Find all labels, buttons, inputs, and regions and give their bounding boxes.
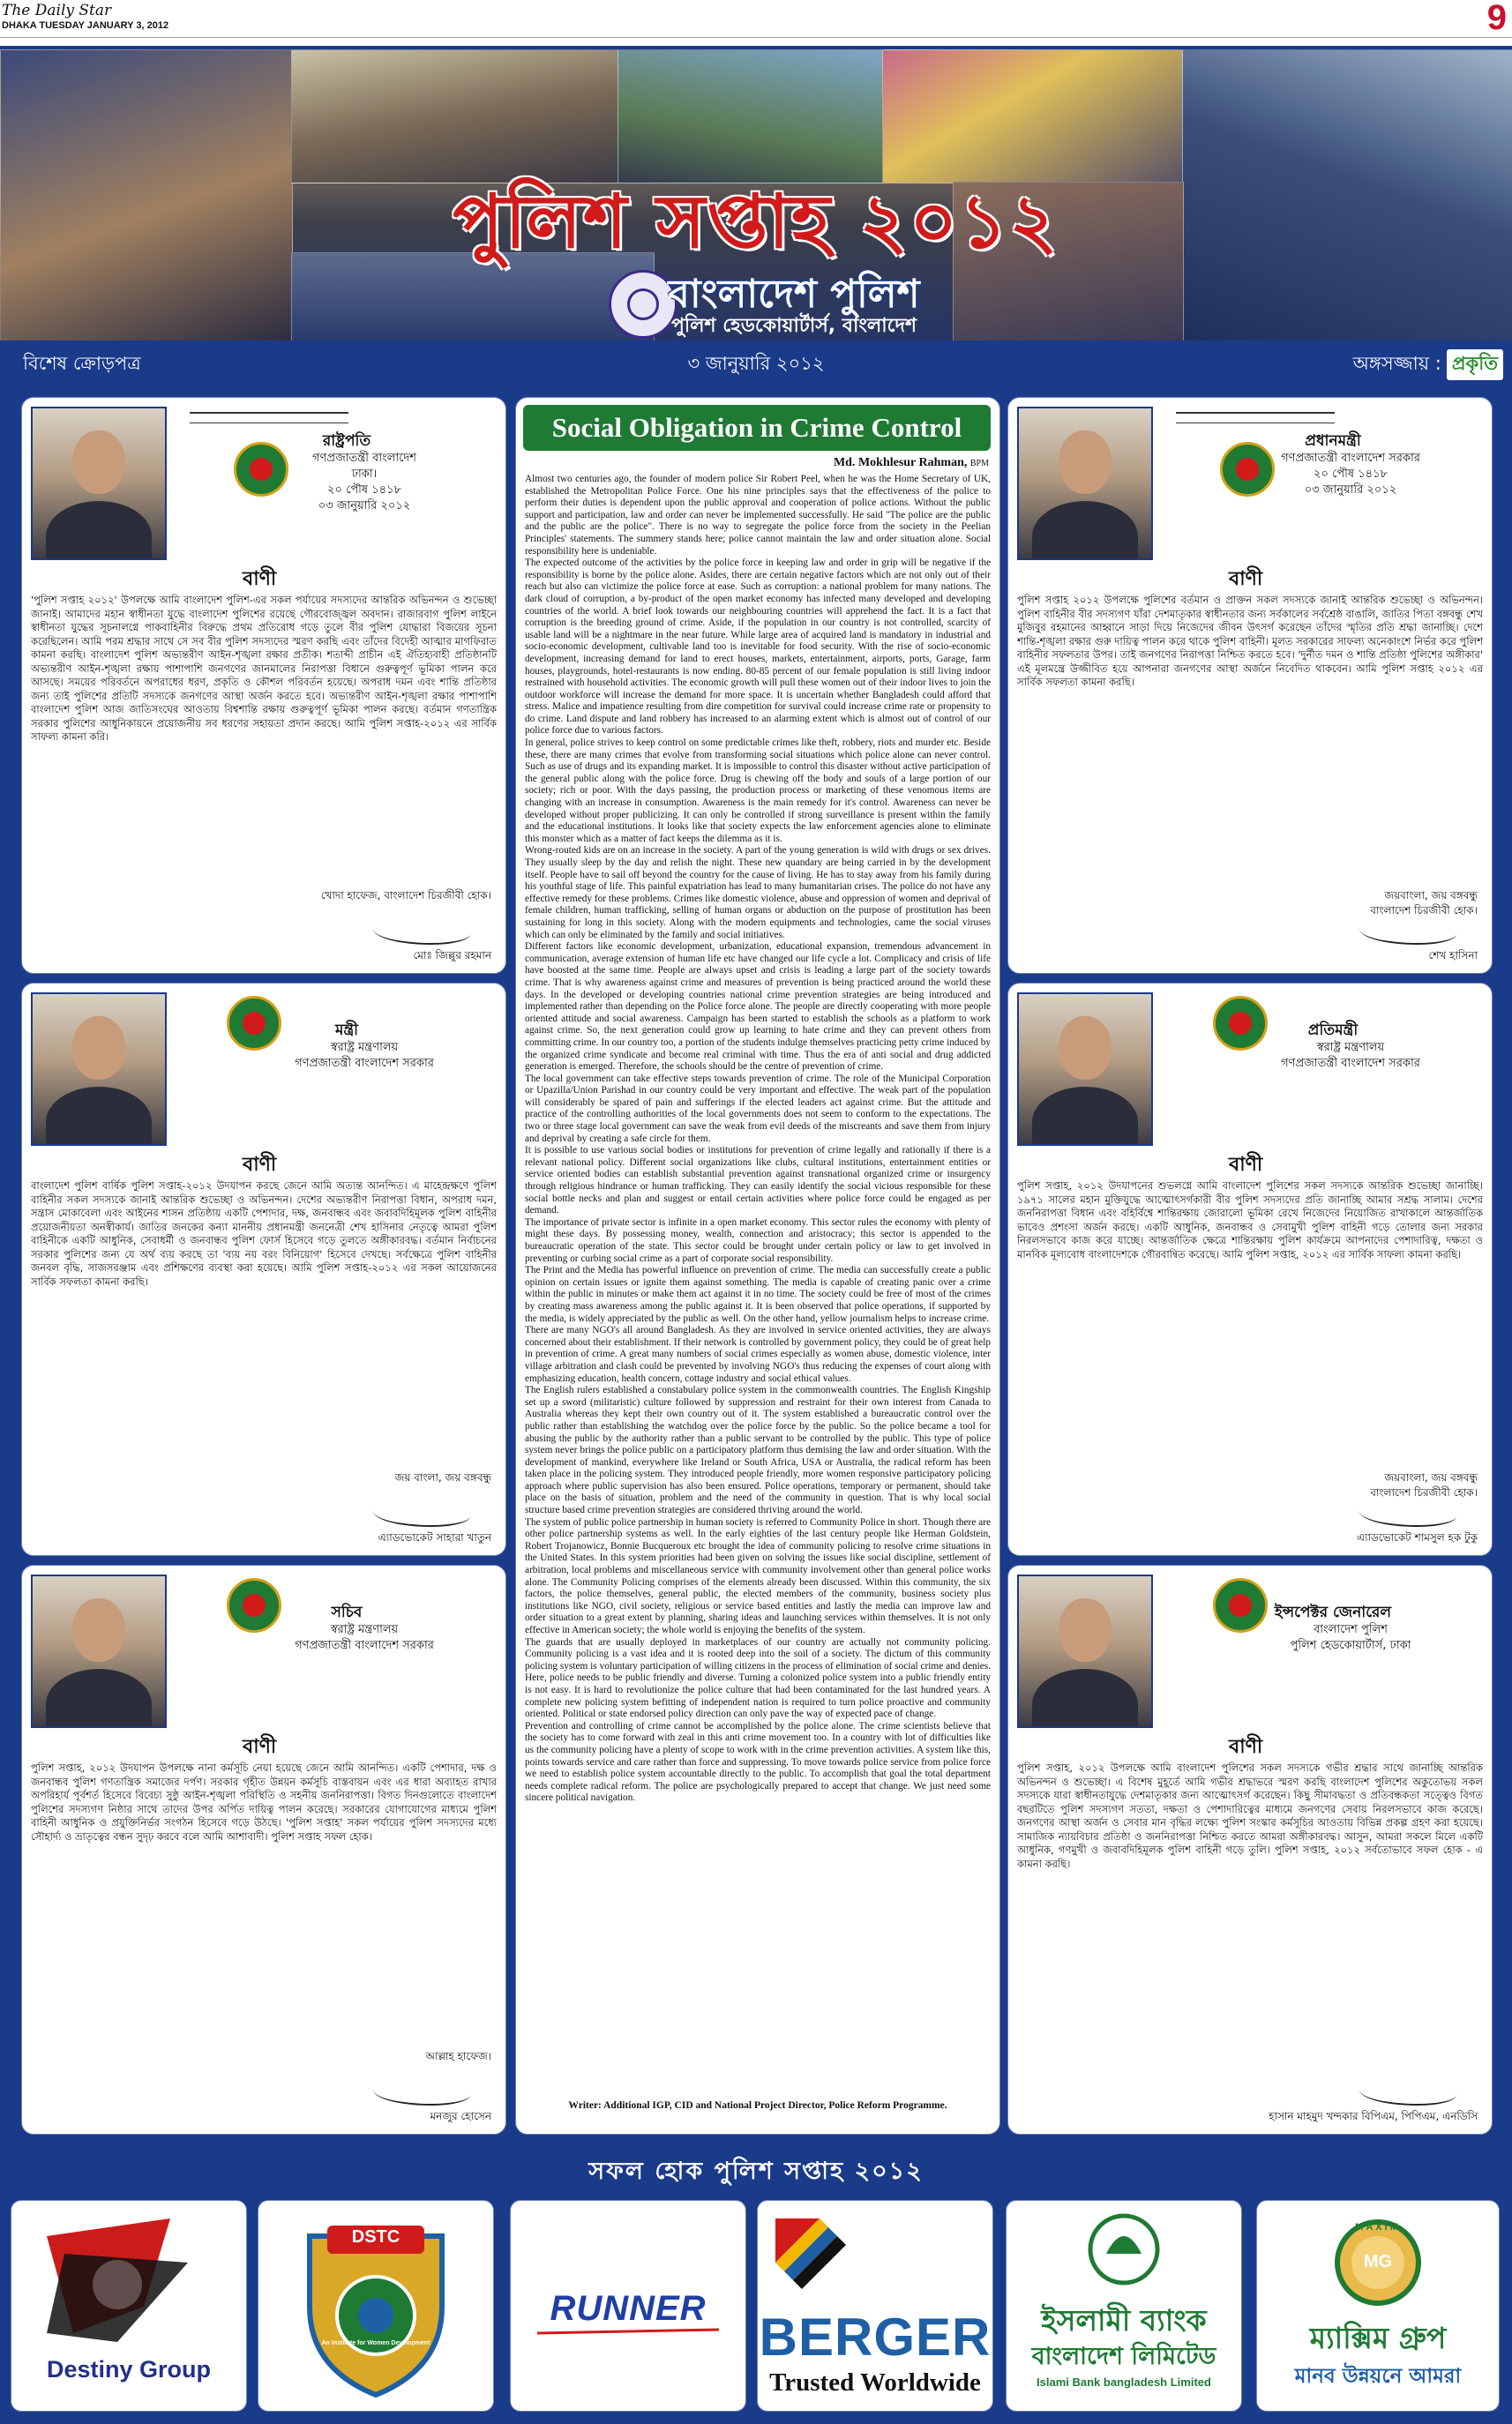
message-body: 'পুলিশ সপ্তাহ ২০১২' উপলক্ষে আমি বাংলাদেশ পুলিশ-এর সকল পর্যায়ের সদস্যদের আন্তরিক অভিনন্দন ও শুভেচ্ছা জানাই। আমাদের মহান স্বাধীনতা যুদ্ধে বাংলাদেশ পুলিশের রয়েছে গৌরবোজ্জ্বল অবদান। রাজারবাগ পুলিশ লাইনে স্বাধীনতা যুদ্ধের সূচনালগ্নে পাকবাহিনীর বিরুদ্ধে প্রথম প্রতিরোধ গড়ে তুলে বীর পুলিশ যোদ্ধারা বিজয়ের সূচনা করেছিলেন। আমি পরম শ্রদ্ধার সাথে সে সব বীর পুলিশ সদস্যদের স্মরণ করছি এবং তাঁদের বিদেহী আত্মার মাগফিরাত কামনা করছি। বাংলাদেশ পুলিশ অভ্যন্তরীণ আইন-শৃঙ্খলা রক্ষার প্রতীক। শতাব্দী প্রাচীন এই ঐতিহ্যবাহী প্রতিষ্ঠানটি অভ্যন্তরীণ আইন-শৃঙ্খলা রক্ষায় পাশাপাশি জনগণের জানমালের নিরাপত্তা বিধানে গুরুত্বপূর্ণ ভূমিকা পালন করে আসছে। সময়ের পরিবর্তনে অপরাধের ধরণ, প্রকৃতি ও কৌশল পরিবর্তন হয়েছে। অপরাধ দমন এবং শান্তি প্রতিষ্ঠার জন্য তাই পুলিশের প্রতিটি সদস্যকে জনগণের আস্থা অর্জন করতে হবে। অভ্যন্তরীণ আইন-শৃঙ্খলা রক্ষার পাশাপাশি বাংলাদেশ পুলিশ আজ জাতিসংঘের আওতায় বিশ্বশান্তি রক্ষায় গুরুত্বপূর্ণ ভূমিকা পালন করছে। বর্তমান গণতান্ত্রিক সরকার পুলিশের আধুনিকায়নে প্রয়োজনীয় সব ধরণের সহায়তা প্রদান করছে। আমি পুলিশ সপ্তাহ-২০১২ এর সার্বিক সাফল্য কামনা করি।	[31, 594, 497, 743]
banner-title: পুলিশ সপ্তাহ ২০১২	[453, 177, 1059, 265]
design-credit-label: অঙ্গসজ্জায় :	[1352, 353, 1441, 374]
official-portrait	[31, 1575, 167, 1728]
message-closing	[156, 2049, 491, 2064]
message-card	[21, 1565, 506, 2135]
signature-scribble	[373, 1500, 470, 1527]
masthead	[0, 0, 1512, 38]
design-credit	[1353, 349, 1503, 380]
sponsor-destiny-name: Destiny Group	[46, 2356, 212, 2383]
signatory-name: এ্যাডভোকেট সাহারা খাতুন	[378, 1531, 491, 1544]
signature-scribble	[1359, 2079, 1456, 2106]
header-ornament	[190, 412, 348, 423]
message-sub-line: গণপ্রজাতন্ত্রী বাংলাদেশ সরকার	[1281, 452, 1420, 465]
message-closing	[1142, 888, 1478, 918]
article-paragraph: The guards that are usually deployed in marketplaces of our country are actually not community policing. Community policing is a vast idea and it is rooted deep into the soil of a society. The dictum of this community policing system is voluntary participation of willing citizens in the process of elimination of social crime and denies. Here, police needs to be public friendly and diverse. Turning a colonized police system into a public friendly entity is not easy. It is hard to revolutionize the police culture that had been contaminated for the last hundred years. A complete new policing system befitting of independent nation is required to turn police proactive and community oriented. Political or state endorsed policy direction can only pave the way of expected pace of change.	[525, 1636, 991, 1720]
official-portrait	[31, 992, 167, 1146]
dateline: DHAKA TUESDAY JANUARY 3, 2012	[2, 20, 169, 31]
portrait-body	[1032, 1669, 1138, 1728]
sponsor-islami-bank	[1006, 2200, 1242, 2412]
message-card	[21, 983, 506, 1556]
portrait-head	[1059, 1598, 1112, 1662]
sponsor-berger	[757, 2200, 993, 2412]
message-closing-line: বাংলাদেশ চিরজীবী হোক।	[1370, 904, 1478, 916]
sponsor-maxim-initials: MG	[1363, 2252, 1393, 2271]
article-paragraph: The system of public police partnership in human society is referred to Community Police in short. Though there are other police partnership systems as well. In the early eighties of the last century people like Herman Goldstein, Robert Trojanowicz, Bonnie Bucqueroux etc brought the idea of community policing to resolve crime situations in the United States. In this system priorities had been given on solving the issues like social discipline, settlement of arbitration, local problems and miscellaneous service with community involvement other than general police works alone. The Community Policing comprises of the elements already been discussed. Within this community, the six factors, the police themselves, general public, the elected members of the community, business society plus institutions like NGO, civil society, religious or service based entities and lastly the media can improve law and order situation to a great extent by planning, sharing ideas and launching services within themselves. It is not only effective in American society; the whole world is enjoying the benefits of the system.	[525, 1516, 991, 1635]
signatory-name: এ্যাডভোকেট শামসুল হক টুকু	[1356, 1531, 1478, 1544]
message-sub-line: স্বরাষ্ট্র মন্ত্রণালয়	[330, 1041, 399, 1054]
message-sub-line: স্বরাষ্ট্র মন্ত্রণালয়	[1316, 1041, 1385, 1054]
portrait-head	[1059, 1016, 1112, 1080]
article-paragraph: Almost two centuries ago, the founder of modern police Sir Robert Peel, when he was the Home Secretary of UK, established the Metropolitan Police Force. One his nine principles says that the effectiveness of the police to perform their duties is dependent upon the public approval and cooperation of police actions. Without the public support and participation, law and order can never be implemented successfully. He said "The police are the public and the public are the police". There is no way to segregate the police force from the society in the Peelian Principles' statements. The summery stands here; police cannot maintain the law and order situation alone. Social responsibility here is undeniable.	[525, 474, 991, 557]
portrait-head	[1059, 430, 1112, 494]
message-card	[1007, 983, 1493, 1556]
message-sub	[1218, 451, 1483, 498]
sponsor-dstc	[258, 2200, 494, 2412]
signatory-name: শেখ হাসিনা	[1428, 949, 1478, 961]
runner-swoosh-icon	[511, 2201, 745, 2411]
supplement-date: ৩ জানুয়ারি ২০১২	[687, 353, 825, 374]
portrait-body	[46, 1087, 152, 1146]
portrait-body	[46, 501, 152, 560]
article-paragraph: Different factors like economic development, urbanization, educational expansion, tremendous advancement in communication, average extension of human life etc have changed our life cycle a lot. Complicacy and crisis of life have boosted at the same time. People are always upset and crisis is leading a large part of the society towards crime. That is why awareness against crime and measures of prevention is being practiced around the world these days. In the developed or developing countries national crime prevention strategies are being introduced and implemented rather than depending on the Police force alone. The people are directly cooperating with more people oriented attitude and social awareness. Campaign has been started to establish the schools as a platform to work against crime. So, the next generation could grow up learning to hate crime and they can prevent others from committing crime. In our country too, a portion of the students indulge themselves practicing petty crime induced by the organized crime syndicate and become real criminal with time. Thus the era of anti social and drug addicted generation is emerged. Therefore, the schools should be the centre of prevention of crime.	[525, 941, 991, 1073]
message-card	[1007, 1565, 1493, 2135]
message-sub-line: গণপ্রজাতন্ত্রী বাংলাদেশ	[312, 452, 416, 465]
article-paragraph: It is possible to use various social bodies or institutions for prevention of crime legally and rationally if there is a relevant national policy. Different social organizations like clubs, cultural institutions, entertainment entities or service oriented bodies can establish substantial prevention against transnational organized crime or insurgency through religious hindrance or human trafficking. They can easily identify the social vicious responsible for these social bottle necks and plan and suggest or entail certain activities where police force could be engaged as per demand.	[525, 1145, 991, 1216]
article-paragraph: The importance of private sector is infinite in a open market economy. This sector rules the economy with plenty of might these days. By possessing money, wealth, connection and aristocracy; this sector is appended to the bureaucratic operation of the state. This sector could be brought under certain policy or law to get involved in preventing or curbing social crime as a part of corporate social responsibility.	[525, 1216, 991, 1264]
message-sub-line: পুলিশ হেডকোয়ার্টার্স, ঢাকা	[1290, 1639, 1411, 1652]
message-sub	[232, 1622, 497, 1654]
message-closing-line: খোদা হাফেজ, বাংলাদেশ চিরজীবী হোক।	[320, 889, 491, 902]
signatory-name: মোঃ জিল্লুর রহমান	[413, 949, 491, 961]
author-name: Md. Mokhlesur Rahman,	[833, 456, 968, 469]
sponsor-berger-name: BERGER	[759, 2308, 992, 2367]
article-byline	[834, 456, 989, 470]
article-paragraph: In general, police strives to keep control on some predictable crimes like theft, robbery, riots and murder etc. Beside these, there are many crimes that evolve from transforming social situations which police alone can never control. Such as use of drugs and its expanding market. It is impossible to control this disaster without active participation of the general public along with the police force. Drug is chewing off the body and souls of a large portion of our society; rich or poor. With the days passing, the production process or marketing of these venomous items are changing with an increase in consumption. Awareness is the main remedy for it's control. Awareness can never be developed without proper publicizing. It can only be controlled if strong surveillance is present within the family and the educational institutions. It looks like that society expects the law enforcement agencies alone to eliminate this monster which as a matter of fact keeps the dilemma as it is.	[525, 737, 991, 844]
message-heading: বাণী	[243, 568, 277, 590]
message-role: সচিব	[331, 1604, 363, 1621]
author-rank: BPM	[969, 459, 989, 468]
sponsor-dstc-motto: An Institute for Women Development	[321, 2340, 430, 2346]
message-body: বাংলাদেশ পুলিশ বার্ষিক পুলিশ সপ্তাহ-২০১২ উদযাপন করছে জেনে আমি অত্যন্ত আনন্দিত। এ মাহেন্দ্রক্ষণে পুলিশ বাহিনীর সকল সদস্যকে জানাই আন্তরিক শুভেচ্ছা ও অভিনন্দন। দেশের অভ্যন্তরীণ নিরাপত্তা বিধান, অপরাধ দমন, সন্ত্রাস মোকাবেলা এবং আইনের শাসন প্রতিষ্ঠায় একটি পেশাদার, দক্ষ, জনবান্ধব এবং জবাবদিহিমূলক পুলিশ বাহিনীর প্রয়োজনীয়তা অনস্বীকার্য। জাতির জনকের কন্যা মাননীয় প্রধানমন্ত্রী জননেত্রী শেখ হাসিনার নেতৃত্বে আমরা পুলিশ বাহিনীকে একটি আধুনিক, সেবাধর্মী ও জনবান্ধব পুলিশ ফোর্স হিসেবে গড়ে তুলতে অঙ্গীকারবদ্ধ। বর্তমান নির্বাচনের সরকার পুলিশের জন্য যে অর্থ ব্যয় করছে তা 'ব্যয় নয় বরং বিনিয়োগ' হিসেবে দেখছে। সর্বক্ষেত্রে পুলিশ বাহিনীর জনবল বৃদ্ধি, সাজসরঞ্জাম এবং প্রশিক্ষণের ব্যবস্থা করা হয়েছে। আমি পুলিশ সপ্তাহ-২০১২ এর সকল আয়োজনের সার্বিক সফলতা কামনা করছি।	[31, 1179, 497, 1288]
message-role: প্রধানমন্ত্রী	[1305, 432, 1361, 450]
banner-subsubtitle: পুলিশ হেডকোয়ার্টার্স, বাংলাদেশ	[670, 315, 917, 337]
message-sub-line: গণপ্রজাতন্ত্রী বাংলাদেশ সরকার	[1281, 1057, 1420, 1070]
signatory-name: মনজুর হোসেন	[430, 2110, 491, 2122]
page-number: 9	[1486, 0, 1507, 37]
article-body	[525, 474, 991, 2097]
sponsor-destiny	[11, 2200, 247, 2412]
message-closing-line: বাংলাদেশ চিরজীবী হোক।	[1370, 1486, 1478, 1499]
message-heading: বাণী	[1229, 568, 1263, 590]
message-heading: বাণী	[1229, 1736, 1263, 1758]
sponsor-maxim-logo-text: MAXIM	[1355, 2222, 1401, 2233]
header-ornament	[1176, 412, 1335, 423]
sponsor-maxim	[1256, 2200, 1500, 2412]
signature-scribble	[1359, 1500, 1456, 1527]
sponsor-maxim-tagline: মানব উন্নয়নে আমরা	[1294, 2365, 1462, 2388]
sponsor-runner-name: RUNNER	[550, 2289, 707, 2328]
article-headline: Social Obligation in Crime Control	[523, 405, 991, 451]
portrait-head	[72, 430, 125, 494]
article-paragraph: The Print and the Media has powerful influence on prevention of crime. The media can successfully create a public opinion on certain issues or ignite them against something. The media is capable of creating panic over a crime within the public in minutes or make them act against it in no time. The society could be free of most of the crimes by creating mass awareness among the public against it. It is been observed that police operations, if supported by the media, is widely appreciated by the public as well. On the other hand, yellow journalism helps to increase crime.	[525, 1265, 991, 1324]
sponsor-dstc-name: DSTC	[351, 2227, 400, 2247]
official-portrait	[1017, 992, 1153, 1146]
sponsor-maxim-name: ম্যাক্সিম গ্রুপ	[1309, 2321, 1447, 2355]
article-paragraph: Prevention and controlling of crime cannot be accomplished by the police alone. The crime scientists believe that the society has to come forward with zeal in this anti crime movement too. In a country with lot of difficulties like us the community policing have a plenty of scope to work with in the crime prevention activities. A system like this, points towards service and care rather than force and suppressing. To move towards police service from police force we need to establish police system accountable directly to the public. To accomplish that goal the total department needs complete radical reform. The police are psychologically prepared to accept that change. We just need some sincere political navigation.	[525, 1720, 991, 1804]
sponsor-islami-bank-name: ইসলামী ব্যাংক	[1041, 2303, 1207, 2338]
message-closing-line: জয়বাংলা, জয় বঙ্গবন্ধু	[1384, 889, 1478, 902]
signature-scribble	[373, 2079, 470, 2106]
message-body: পুলিশ সপ্তাহ ২০১২ উপলক্ষে পুলিশের বর্তমান ও প্রাক্তন সকল সদস্যকে জানাই আন্তরিক শুভেচ্ছা ও অভিনন্দন। পুলিশ বাহিনীর বীর সদস্যগণ যাঁরা দেশমাতৃকার স্বাধীনতার জন্য সর্বকালের সর্বশ্রেষ্ঠ বাঙালি, জাতির পিতা বঙ্গবন্ধু শেখ মুজিবুর রহমানের আহ্বানে সাড়া দিয়ে নিজেদের জীবন উৎসর্গ করেছেন তাঁদের স্মৃতির প্রতি শ্রদ্ধা জানাচ্ছি। দেশে শান্তি-শৃঙ্খলা রক্ষার গুরু দায়িত্ব পালন করে থাকে পুলিশ বাহিনী। মূলত সরকারের সাফল্য অনেকাংশে নির্ভর করে পুলিশ বাহিনীর সফলতার উপর। তাই জনগণের নিরাপত্তা নিশ্চিত করতে হবে। 'দুর্নীত দমন ও শান্তি প্রতিষ্ঠা পুলিশের অঙ্গীকার' এই মূলমন্ত্রে উজ্জীবিত হয়ে আপনারা জনগণের আস্থা অর্জনে নিবেদিত থাকবেন। আমি পুলিশ সপ্তাহ ২০১২ এর সার্বিক সফলতা কামনা করছি।	[1017, 594, 1483, 688]
official-portrait	[1017, 407, 1153, 560]
message-sub-line: ০৩ জানুয়ারি ২০১২	[1304, 483, 1397, 497]
message-closing-line: জয় বাংলা, জয় বঙ্গবন্ধু	[394, 1471, 491, 1484]
portrait-body	[1032, 1087, 1138, 1146]
signatory-name: হাসান মাহমুদ খন্দকার বিপিএম, পিপিএম, এনডিসি	[1269, 2110, 1478, 2122]
message-role: মন্ত্রী	[334, 1021, 359, 1039]
portrait-body	[1032, 501, 1138, 560]
newspaper-name: The Daily Star	[2, 2, 112, 19]
sponsor-islami-bank-line3: Islami Bank bangladesh Limited	[1037, 2375, 1211, 2389]
signature-scribble	[1359, 918, 1456, 945]
message-sub-line: ২০ পৌষ ১৪১৮	[327, 483, 401, 497]
message-closing-line: আল্লাহ হাফেজ।	[425, 2050, 491, 2062]
feature-article	[515, 397, 1000, 2135]
message-role: রাষ্ট্রপতি	[322, 432, 371, 450]
message-sub	[232, 451, 497, 514]
message-sub	[232, 1040, 497, 1072]
signature-scribble	[373, 918, 470, 945]
portrait-head	[72, 1598, 125, 1662]
slogan: সফল হোক পুলিশ সপ্তাহ ২০১২	[588, 2158, 924, 2185]
message-heading: বাণী	[243, 1736, 277, 1758]
message-sub-line: ঢাকা।	[351, 468, 378, 481]
message-sub-line: স্বরাষ্ট্র মন্ত্রণালয়	[330, 1623, 399, 1636]
special-supplement-label: বিশেষ ক্রোড়পত্র	[23, 353, 141, 374]
banner	[0, 49, 1512, 340]
message-closing	[156, 1470, 491, 1485]
sponsor-runner	[510, 2200, 746, 2412]
official-portrait	[1017, 1575, 1153, 1728]
message-closing-line: জয়বাংলা, জয় বঙ্গবন্ধু	[1384, 1471, 1478, 1484]
message-sub-line: ২০ পৌষ ১৪১৮	[1314, 468, 1388, 481]
message-sub	[1218, 1622, 1483, 1654]
message-sub-line: বাংলাদেশ পুলিশ	[1314, 1623, 1388, 1636]
writer-note: Writer: Additional IGP, CID and National Project Director, Police Reform Programme.	[568, 2100, 947, 2111]
message-sub	[1218, 1040, 1483, 1072]
article-paragraph: There are many NGO's all around Bangladesh. As they are involved in service oriented activities, they are always concerned about their establishment. If their network is controlled by government policy, they could be of great help in prevention of crime. A great many numbers of social crimes especially as women abuse, domestic violence, inter village arbitration and clash could be prevented by involving NGO's thus reducing the expenses of court along with emphasizing education, health concern, cottage industry and social ethical values.	[525, 1325, 991, 1384]
message-role: ইন্সপেক্টর জেনারেল	[1274, 1604, 1392, 1621]
sponsor-islami-bank-line2: বাংলাদেশ লিমিটেড	[1031, 2343, 1216, 2370]
message-body: পুলিশ সপ্তাহ, ২০১২ উদযাপনের শুভলগ্নে আমি বাংলাদেশ পুলিশের সকল সদস্যকে আন্তরিক শুভেচ্ছা জানাচ্ছি। ১৯৭১ সালের মহান মুক্তিযুদ্ধে আত্মোৎসর্গকারী বীর পুলিশ সদস্যদের প্রতি জানাচ্ছি আমার সশ্রদ্ধ সালাম। দেশের জননিরাপত্তা বিধান এবং বহির্বিশ্বে শান্তিরক্ষায় জোরালো ভূমিকা রেখে নিজেদের নিয়োজিত রাখাকালে আন্তর্জাতিক ভাবেও প্রশংসা অর্জন করছে। একটি আধুনিক, জনবান্ধব ও সেবামুখী পুলিশ বাহিনী গড়ে তোলার জন্য সরকার নিরলসভাবে কাজ করে যাচ্ছে। আন্তর্জাতিক ক্ষেত্রে শান্তিরক্ষায় পুলিশ কার্যক্রমে আপনাদের পেশাদারিত্ব, দক্ষতা ও মানবিক মূল্যবোধ বাংলাদেশকে গৌরবান্বিত করেছে। আমি পুলিশ সপ্তাহ, ২০১২ এর সার্বিক সাফল্য কামনা করছি।	[1017, 1179, 1483, 1261]
portrait-body	[46, 1669, 152, 1728]
message-body: পুলিশ সপ্তাহ, ২০১২ উদযাপন উপলক্ষে নানা কর্মসূচি নেয়া হয়েছে জেনে আমি আনন্দিত। একটি পেশাদার, দক্ষ ও জনবান্ধব পুলিশ গণতান্ত্রিক সমাজের দর্পণ। সরকার গৃহীত উন্নয়ন কর্মসূচি বাস্তবায়ন এবং এর ধারা অব্যাহত রাখার অপরিহার্য পূর্বশর্ত হিসেবে বিবেচ্য সুষ্ঠু আইন-শৃঙ্খলা পরিস্থিতি ও সহনীয় জননিরাপত্তা। বিগত দিনগুলোতে বাংলাদেশ পুলিশের সদস্যগণ নিষ্ঠার সাথে তাদের উপর অর্পিত দায়িত্ব পালন করেছে। সরকারের যোগাযোগের মাধ্যমে পুলিশ বাহিনী আধুনিক ও প্রযুক্তিনির্ভর সংগঠন হিসেবে গড়ে উঠছে। 'পুলিশ সপ্তাহ' সকল পর্যায়ের পুলিশ সদস্যদের মধ্যে সৌহার্দ্য ও ভ্রাতৃত্বের বন্ধন সুদৃঢ় করবে বলে আমি আশাবাদী। পুলিশ সপ্তাহ সফল হোক।	[31, 1762, 497, 1843]
article-paragraph: The English rulers established a constabulary police system in the commonwealth countries. The English Kingship set up a sword (militaristic) culture followed by suppression and restraint for their own interest from Canada to Australia whereas they kept their own country out of it. The system established a bureaucratic control over the public rather than establishing the watchdog over the police force by the public. So the police became a tool for abusing the public by the authority rather than a public servant to be controlled by the public. This type of police system never brings the police public on a participatory platform thus demising the law and order situation. With the development of mankind, everywhere like Ireland or South Africa, USA or Australia, the radical reform has been taken place in the policing system. They introduced people friendly, more women responsive participatory policing approach where public supervision has also been ensured. Police operations, temporary or permanent, should take place on the basis of situation, problem and the need of the community in question. That is why local social structure based crime prevention strategies are considered thriving around the world.	[525, 1385, 991, 1516]
message-heading: বাণী	[243, 1154, 277, 1176]
message-sub-line: ০৩ জানুয়ারি ২০১২	[318, 499, 411, 512]
message-body: পুলিশ সপ্তাহ, ২০১২ উপলক্ষে আমি বাংলাদেশ পুলিশের সকল সদস্যকে গভীর শ্রদ্ধার সাথে জানাচ্ছি আন্তরিক অভিনন্দন ও শুভেচ্ছা। এ বিশেষ মুহূর্তে আমি গভীর শ্রদ্ধাভরে স্মরণ করছি বাংলাদেশ পুলিশের অকুতোভয় সকল সদস্যকে যারা স্বাধীনতাযুদ্ধে দেশমাতৃকার জন্য আত্মোৎসর্গ করেছেন। কিছু সীমাবদ্ধতা ও প্রতিবন্ধকতা সত্ত্বেও বিগত বছরটিতে পুলিশ সদস্যগণ সততা, দক্ষতা ও পেশাদারিত্বের মাধ্যমে জনগণের সেবায় নিরলসভাবে কাজ করেছে। জনগণের আস্থা অর্জন ও সেবার মান বৃদ্ধির লক্ষ্যে পুলিশ সংস্কার কর্মসূচির আওতায় বিভিন্ন প্রকল্প গ্রহণ করা হয়েছে। সামাজিক ন্যায়বিচার প্রতিষ্ঠা ও জননিরাপত্তা নিশ্চিত করতে আমরা অঙ্গীকারবদ্ধ। আসুন, আমরা সকলে মিলে একটি আধুনিক, গণমুখী ও জবাবদিহিমূলক পুলিশ বাহিনী গড়ে তুলি। পুলিশ সপ্তাহ, ২০১২ সর্বতোভাবে সফল হোক - এ কামনা করছি।	[1017, 1762, 1483, 1870]
sponsor-berger-tagline: Trusted Worldwide	[769, 2368, 981, 2397]
supplement-strip	[0, 340, 1512, 381]
message-role: প্রতিমন্ত্রী	[1307, 1021, 1359, 1039]
message-sub-line: গণপ্রজাতন্ত্রী বাংলাদেশ সরকার	[295, 1057, 434, 1070]
message-card	[21, 397, 506, 974]
article-paragraph: Wrong-routed kids are on an increase in the society. A part of the young generation is wild with drugs or sex drives. They usually sleep by the day and relish the night. These new quandary are being carried in by the development itself. People have to sail off beyond the country for the cause of living. He has to stay away from his family during his youthful stage of life. This painful expatriation has lead to many humanitarian crises. The police do not have any effective remedy for these problems. Crimes like domestic violence, abuse and oppression of women and deprival of female children, human trafficking, selling of human organs or abduction on the purpose of prostitution has been sustaining for long in this society. Along with the modern equipments and technologies, came the social viruses which can only be eliminated by the family and social initiatives.	[525, 845, 991, 940]
message-sub-line: গণপ্রজাতন্ত্রী বাংলাদেশ সরকার	[295, 1639, 434, 1652]
message-closing	[1142, 1470, 1478, 1500]
message-card	[1007, 397, 1493, 974]
message-closing	[156, 888, 491, 903]
official-portrait	[31, 407, 167, 560]
portrait-head	[72, 1016, 125, 1080]
banner-subtitle: বাংলাদেশ পুলিশ	[668, 272, 920, 317]
article-paragraph: The expected outcome of the activities by the police force in keeping law and order in grip will be negative if the responsibility is borne by the police alone. Asides, there are certain negative factors which are not only out of their reach but also can victimize the police force at ease. Such as corruption: a national problem for many nations. The dark cloud of corruption, a by-product of the open market economy has infected many developed and developing countries of the world. A brief look towards our neighbouring countries will apprehend the fact. It is a fact that corruption is the breeding ground of crime. Aside, if the population in our country is not controlled, scarcity of usable land will be a nightmare in the near future. While large area of acquired land is mandatory in industrial and socio-economic development, cultivable land too is inevitable for food security. With the rise of socio-economic development, increasing demand for land to erect houses, markets, entertainment, airports, ports, Garage, farm houses, playgrounds, hotel-restaurants is now ending. 80-85 percent of our female population is still living indoor restrained with household activities. The economic growth will pull these women out of their indoor lives to join the outdoor workforce will increase the demand for more space. It is uncertain whether Bangladesh could afford that stress. Malice and impatience resulting from dire competition for survival could increase crime rate or propensity to do crime. Land dispute and land robbery has increased to an alarming extent which is almost out of control of our police force due to various factors.	[525, 557, 991, 737]
article-paragraph: The local government can take effective steps towards prevention of crime. The role of the Municipal Corporation or Upazilla/Union Parishad in our country could be very important and effective. The weak part of the population will considerably be spared of pain and sufferings if the elected leaders act against crime. But the attitude and practice of the controlling authorities of the local governments does not seem to conform to the expectations. The two or three stage local government can save the weak from evil deeds of the miscreants and save them from injury and deprival by creating a safe circle for them.	[525, 1073, 991, 1144]
prokriti-logo: প্রকৃতি	[1447, 349, 1503, 380]
message-heading: বাণী	[1229, 1154, 1263, 1176]
